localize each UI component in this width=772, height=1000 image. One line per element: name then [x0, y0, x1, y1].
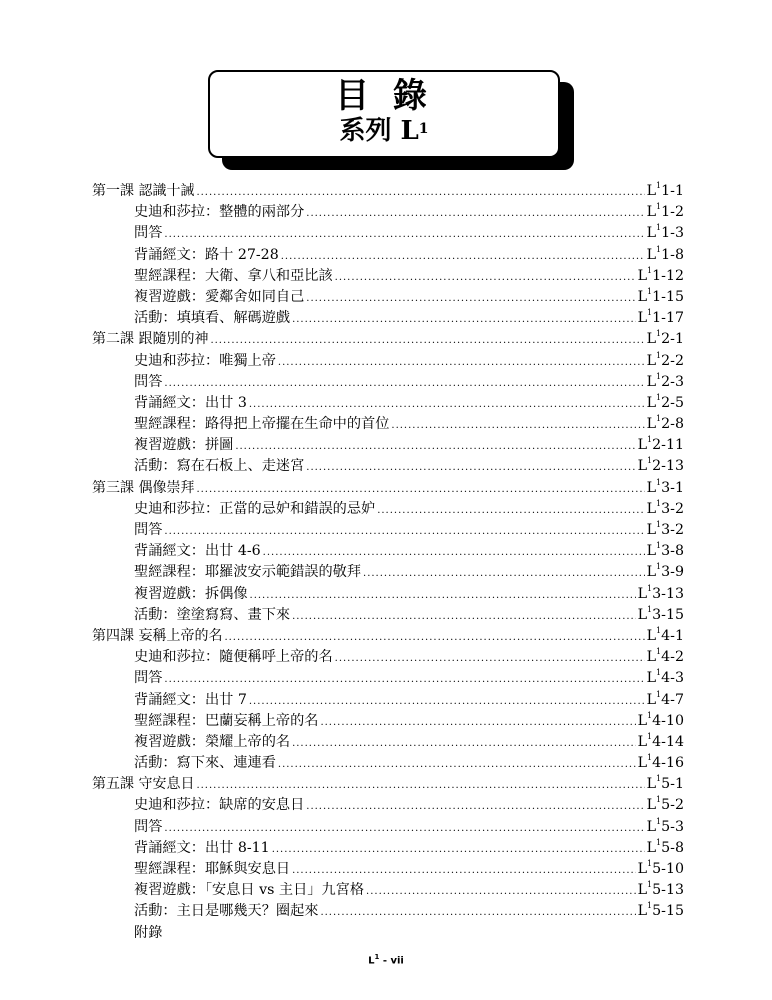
- page-ref-prefix: L: [646, 225, 657, 242]
- toc-entry-title: 問答: [134, 522, 163, 538]
- page-ref-number: 2-1: [661, 331, 684, 348]
- page-ref-prefix: L: [646, 204, 657, 221]
- toc-entry-title: 背誦經文：出廿 4-6: [134, 543, 261, 560]
- toc-entry-title: 第五課 守安息日: [92, 776, 195, 793]
- toc-entry-title: 活動：寫在石板上、走迷宮: [134, 458, 305, 475]
- toc-entry-row: [92, 498, 684, 519]
- page-ref-number: 5-1: [661, 776, 684, 793]
- toc-entry-title: 活動：塗塗寫寫、畫下來: [134, 606, 291, 623]
- page-ref-prefix: L: [646, 500, 657, 517]
- toc-page-ref: [646, 392, 684, 411]
- toc-page-ref: [646, 350, 684, 369]
- toc-lesson-row: [92, 477, 684, 498]
- page-ref-superscript: 1: [656, 562, 662, 572]
- page-ref-number: 4-3: [661, 670, 684, 687]
- toc-entry-title: 聖經課程：耶羅波安示範錯誤的敬拜: [134, 564, 362, 581]
- page-ref-prefix: L: [637, 712, 648, 729]
- page-ref-prefix: L: [646, 479, 657, 496]
- toc-lesson-row: [92, 773, 684, 794]
- page-ref-number: 1-8: [661, 246, 684, 263]
- toc-entry-title: 問答: [134, 225, 163, 242]
- toc-entry-row: [92, 794, 684, 815]
- toc-entry-row: [92, 900, 684, 921]
- page-ref-number: 2-8: [661, 416, 684, 433]
- page-ref-prefix: L: [637, 861, 648, 877]
- page-ref-superscript: 1: [647, 753, 653, 763]
- title-box: [208, 70, 560, 158]
- toc-entry-row: [92, 244, 684, 265]
- page-ref-number: 4-14: [652, 733, 684, 750]
- toc-entry-title: 背誦經文：出廿 7: [134, 691, 247, 708]
- page-ref-number: 2-11: [652, 437, 684, 454]
- toc-dot-leader: [363, 568, 645, 579]
- page-ref-superscript: 1: [656, 202, 662, 212]
- page-ref-superscript: 1: [647, 456, 653, 466]
- toc-entry-title: 複習遊戲：拼圖: [134, 437, 234, 454]
- toc-entry-row: [92, 858, 684, 879]
- toc-entry-row: [92, 455, 684, 476]
- toc-entry-title: 背誦經文：路十 27-28: [134, 246, 279, 263]
- toc-page-ref: [647, 564, 684, 580]
- toc-page-ref: [647, 543, 684, 559]
- toc-page-ref: [646, 837, 684, 856]
- page-ref-number: 2-2: [661, 352, 684, 369]
- toc-entry-row: [92, 265, 684, 286]
- toc-entry-title: 史迪和莎拉：隨便稱呼上帝的名: [134, 649, 333, 666]
- page-ref-prefix: L: [637, 267, 648, 284]
- page-ref-prefix: L: [646, 818, 657, 835]
- toc-dot-leader: [377, 505, 644, 516]
- toc-dot-leader: [249, 399, 645, 410]
- page-ref-superscript: 1: [656, 837, 662, 847]
- toc-page-ref: [647, 797, 684, 813]
- toc-dot-leader: [250, 590, 636, 601]
- toc-entry-title: 問答: [134, 818, 163, 835]
- toc-entry-row: [92, 837, 684, 858]
- page-ref-number: 4-2: [661, 649, 684, 666]
- page-ref-number: 4-10: [652, 712, 684, 729]
- toc-entry-row: [92, 540, 684, 561]
- toc-page-ref: [646, 244, 684, 263]
- page-ref-superscript: 1: [647, 710, 653, 720]
- page-ref-superscript: 1: [656, 244, 662, 254]
- toc-entry-row: [92, 667, 684, 688]
- toc-page-ref: [638, 755, 684, 771]
- toc-page-ref: [638, 310, 684, 326]
- page-ref-number: 5-3: [661, 818, 684, 835]
- toc-page-ref: [646, 689, 684, 708]
- toc-dot-leader: [196, 780, 644, 791]
- toc-dot-leader: [366, 886, 636, 897]
- toc-entry-row: [92, 392, 684, 413]
- toc-entry-row: [92, 519, 684, 540]
- toc-page-ref: [646, 371, 684, 390]
- toc-entry-title: 聖經課程：耶穌與安息日: [134, 861, 291, 877]
- toc-page-ref: [638, 882, 684, 898]
- toc-dot-leader: [281, 251, 645, 262]
- page-ref-number: 1-15: [652, 288, 684, 305]
- toc-page-ref: [647, 776, 684, 792]
- toc-entry-title: 複習遊戲：「安息日 vs 主日」九宮格: [134, 882, 365, 899]
- page-ref-prefix: L: [646, 331, 657, 348]
- footer-prefix: L: [368, 955, 375, 967]
- toc-page-ref: [638, 458, 684, 474]
- page-title: 目 錄: [335, 76, 433, 116]
- table-of-contents: [92, 180, 684, 943]
- page-ref-superscript: 1: [656, 668, 662, 678]
- toc-entry-row: [92, 434, 684, 455]
- page-ref-superscript: 1: [656, 520, 662, 529]
- page-ref-superscript: 1: [656, 414, 662, 424]
- page-ref-superscript: 1: [647, 308, 653, 318]
- toc-page-ref: [647, 522, 684, 538]
- toc-entry-title: 活動：主日是哪幾天？圈起來: [134, 903, 319, 920]
- page-ref-number: 3-15: [652, 606, 684, 623]
- page-ref-number: 2-3: [661, 373, 684, 390]
- page-ref-prefix: L: [646, 416, 657, 433]
- toc-entry-title: 問答: [134, 670, 163, 687]
- toc-entry-row: [92, 752, 684, 773]
- toc-entry-title: 複習遊戲：拆偶像: [134, 585, 248, 602]
- subtitle-text: 系列 L: [339, 116, 419, 146]
- toc-entry-row: [92, 413, 684, 434]
- footer-superscript: 1: [374, 953, 380, 961]
- page-ref-superscript: 1: [647, 265, 653, 275]
- title-box-frame: [208, 70, 560, 158]
- toc-dot-leader: [292, 738, 636, 749]
- page-ref-number: 3-1: [661, 479, 684, 496]
- toc-page-ref: [646, 477, 684, 496]
- page-ref-superscript: 1: [656, 689, 662, 699]
- page-ref-superscript: 1: [656, 350, 662, 360]
- toc-dot-leader: [263, 547, 645, 558]
- toc-entry-row: [92, 816, 684, 837]
- toc-entry-row: [92, 922, 684, 943]
- page-ref-number: 3-9: [661, 564, 684, 581]
- toc-dot-leader: [164, 229, 644, 240]
- toc-entry-title: 背誦經文：出廿 3: [134, 394, 247, 411]
- page-ref-prefix: L: [646, 797, 657, 814]
- toc-entry-title: 聖經課程：大衛、拿八和亞比該: [134, 267, 333, 284]
- page-ref-number: 1-2: [661, 204, 684, 221]
- page-ref-prefix: L: [637, 755, 648, 772]
- page-ref-superscript: 1: [647, 901, 653, 911]
- page-ref-number: 3-2: [661, 500, 684, 517]
- page-ref-superscript: 1: [647, 286, 653, 296]
- toc-dot-leader: [292, 611, 636, 622]
- toc-dot-leader: [224, 632, 644, 643]
- toc-dot-leader: [320, 907, 635, 918]
- toc-dot-leader: [391, 420, 644, 431]
- page-ref-number: 2-5: [661, 394, 684, 411]
- page-ref-superscript: 1: [647, 583, 653, 593]
- toc-page-ref: [647, 225, 684, 241]
- toc-page-ref: [637, 286, 684, 305]
- toc-dot-leader: [335, 653, 645, 664]
- toc-entry-title: 史迪和莎拉：缺席的安息日: [134, 797, 305, 814]
- page-ref-superscript: 1: [656, 541, 662, 551]
- page-ref-superscript: 1: [647, 435, 653, 445]
- toc-dot-leader: [210, 335, 644, 346]
- toc-dot-leader: [164, 674, 644, 685]
- page-ref-prefix: L: [637, 733, 648, 750]
- page-ref-number: 1-12: [652, 267, 684, 284]
- toc-page-ref: [647, 670, 684, 686]
- page-ref-superscript: 1: [656, 625, 662, 635]
- toc-page-ref: [647, 331, 684, 347]
- page-ref-number: 4-7: [661, 691, 684, 708]
- toc-entry-title: 活動：填填看、解碼遊戲: [134, 310, 291, 327]
- toc-dot-leader: [278, 357, 645, 368]
- toc-entry-row: [92, 646, 684, 667]
- page-ref-superscript: 1: [656, 498, 662, 508]
- page-ref-superscript: 1: [647, 859, 653, 868]
- toc-dot-leader: [235, 441, 635, 452]
- page-ref-prefix: L: [646, 246, 657, 263]
- toc-entry-row: [92, 604, 684, 625]
- toc-dot-leader: [164, 823, 644, 834]
- page-ref-superscript: 1: [656, 329, 662, 339]
- page-ref-prefix: L: [646, 670, 657, 687]
- toc-page-ref: [637, 265, 684, 284]
- toc-entry-title: 複習遊戲：榮耀上帝的名: [134, 733, 291, 750]
- page-subtitle: [210, 116, 558, 146]
- page-ref-prefix: L: [646, 564, 657, 581]
- toc-page-ref: [637, 731, 684, 750]
- toc-entry-row: [92, 222, 684, 243]
- toc-page-ref: [637, 583, 684, 602]
- toc-dot-leader: [306, 801, 644, 812]
- page-ref-number: 4-16: [652, 755, 684, 772]
- page-ref-superscript: 1: [656, 181, 662, 190]
- page-ref-superscript: 1: [656, 371, 662, 381]
- toc-dot-leader: [278, 759, 636, 770]
- toc-page-ref: [647, 416, 684, 432]
- toc-page-ref: [646, 625, 684, 644]
- toc-entry-title: 史迪和莎拉：唯獨上帝: [134, 352, 276, 369]
- toc-entry-title: 聖經課程：巴蘭妄稱上帝的名: [134, 712, 319, 729]
- toc-dot-leader: [196, 484, 644, 495]
- toc-dot-leader: [292, 314, 636, 325]
- toc-dot-leader: [164, 378, 644, 389]
- footer-page-number: - vii: [379, 955, 404, 967]
- toc-dot-leader: [196, 187, 644, 198]
- toc-dot-leader: [306, 462, 635, 473]
- page-ref-prefix: L: [646, 543, 657, 560]
- toc-entry-row: [92, 731, 684, 752]
- toc-entry-title: 第三課 偶像崇拜: [92, 479, 195, 496]
- page-ref-number: 1-17: [652, 310, 684, 327]
- page-ref-number: 1-3: [661, 225, 684, 242]
- toc-dot-leader: [249, 696, 645, 707]
- page-ref-number: 3-2: [661, 522, 684, 538]
- page-ref-prefix: L: [646, 691, 657, 708]
- toc-page-ref: [646, 498, 684, 517]
- page-ref-prefix: L: [637, 310, 648, 327]
- toc-entry-row: [92, 371, 684, 392]
- page-ref-number: 5-8: [661, 839, 684, 856]
- toc-page-ref: [638, 437, 684, 453]
- toc-entry-row: [92, 350, 684, 371]
- toc-entry-row: [92, 561, 684, 582]
- page-ref-prefix: L: [646, 394, 657, 411]
- toc-page-ref: [646, 816, 684, 835]
- toc-dot-leader: [272, 844, 645, 855]
- toc-entry-title: 第一課 認識十誡: [92, 183, 195, 199]
- page-ref-prefix: L: [646, 839, 657, 856]
- toc-dot-leader: [320, 717, 635, 728]
- page-ref-prefix: L: [646, 183, 657, 199]
- page-ref-superscript: 1: [656, 392, 662, 402]
- toc-entry-title: 史迪和莎拉：整體的兩部分: [134, 204, 305, 221]
- page-ref-prefix: L: [637, 458, 648, 475]
- page-ref-number: 5-15: [652, 903, 684, 920]
- page-ref-number: 4-1: [661, 627, 684, 644]
- toc-dot-leader: [306, 293, 635, 304]
- page-ref-superscript: 1: [647, 880, 653, 890]
- toc-entry-title: 活動：寫下來、連連看: [134, 755, 276, 772]
- toc-entry-title: 第二課 跟隨別的神: [92, 331, 209, 348]
- toc-entry-title: 第四課 妄稱上帝的名: [92, 627, 223, 644]
- toc-dot-leader: [292, 865, 636, 876]
- toc-page-ref: [638, 861, 684, 877]
- toc-entry-row: [92, 307, 684, 328]
- toc-entry-title: 複習遊戲：愛鄰舍如同自己: [134, 288, 305, 305]
- toc-dot-leader: [164, 526, 644, 537]
- page-ref-superscript: 1: [656, 223, 662, 233]
- page-ref-number: 5-13: [652, 882, 684, 899]
- toc-entry-row: [92, 583, 684, 604]
- toc-page-ref: [647, 204, 684, 220]
- toc-lesson-row: [92, 180, 684, 201]
- toc-entry-row: [92, 286, 684, 307]
- page-ref-prefix: L: [637, 437, 648, 454]
- page-ref-prefix: L: [646, 649, 657, 666]
- page-ref-prefix: L: [646, 522, 657, 538]
- page-ref-prefix: L: [637, 882, 648, 899]
- page-ref-superscript: 1: [647, 731, 653, 741]
- page-ref-superscript: 1: [656, 647, 662, 657]
- page-ref-prefix: L: [646, 627, 657, 644]
- toc-entry-row: [92, 710, 684, 731]
- page-ref-prefix: L: [637, 288, 648, 305]
- toc-dot-leader: [335, 272, 636, 283]
- page-ref-prefix: L: [646, 373, 657, 390]
- subtitle-superscript: 1: [418, 121, 429, 137]
- toc-page-ref: [638, 903, 684, 919]
- page-ref-number: 2-13: [652, 458, 684, 475]
- toc-entry-title: 附錄: [134, 924, 163, 941]
- toc-page-ref: [647, 649, 684, 665]
- toc-entry-title: 背誦經文：出廿 8-11: [134, 839, 270, 856]
- page-ref-superscript: 1: [647, 604, 653, 614]
- page-ref-superscript: 1: [656, 816, 662, 826]
- toc-page-ref: [637, 710, 684, 729]
- page-ref-prefix: L: [646, 776, 657, 793]
- toc-entry-row: [92, 689, 684, 710]
- toc-entry-row: [92, 879, 684, 900]
- toc-page-ref: [637, 604, 684, 623]
- page-ref-number: 3-8: [661, 543, 684, 560]
- toc-entry-title: 問答: [134, 373, 163, 390]
- page-ref-prefix: L: [637, 585, 648, 602]
- toc-lesson-row: [92, 328, 684, 349]
- toc-dot-leader: [306, 208, 644, 219]
- page-ref-prefix: L: [646, 352, 657, 369]
- page-ref-prefix: L: [637, 903, 648, 920]
- page-ref-number: 1-1: [661, 183, 684, 199]
- page-ref-superscript: 1: [656, 795, 662, 805]
- toc-lesson-row: [92, 625, 684, 646]
- page-ref-superscript: 1: [656, 774, 662, 784]
- toc-entry-title: 聖經課程：路得把上帝擺在生命中的首位: [134, 416, 390, 433]
- page-ref-number: 5-2: [661, 797, 684, 814]
- page-ref-prefix: L: [637, 606, 648, 623]
- page-ref-number: 3-13: [652, 585, 684, 602]
- page-ref-superscript: 1: [656, 477, 662, 487]
- toc-page-ref: [647, 183, 684, 199]
- page-ref-number: 5-10: [652, 861, 684, 877]
- toc-entry-row: [92, 201, 684, 222]
- toc-entry-title: 史迪和莎拉：正當的忌妒和錯誤的忌妒: [134, 500, 376, 517]
- page-footer: [0, 953, 772, 966]
